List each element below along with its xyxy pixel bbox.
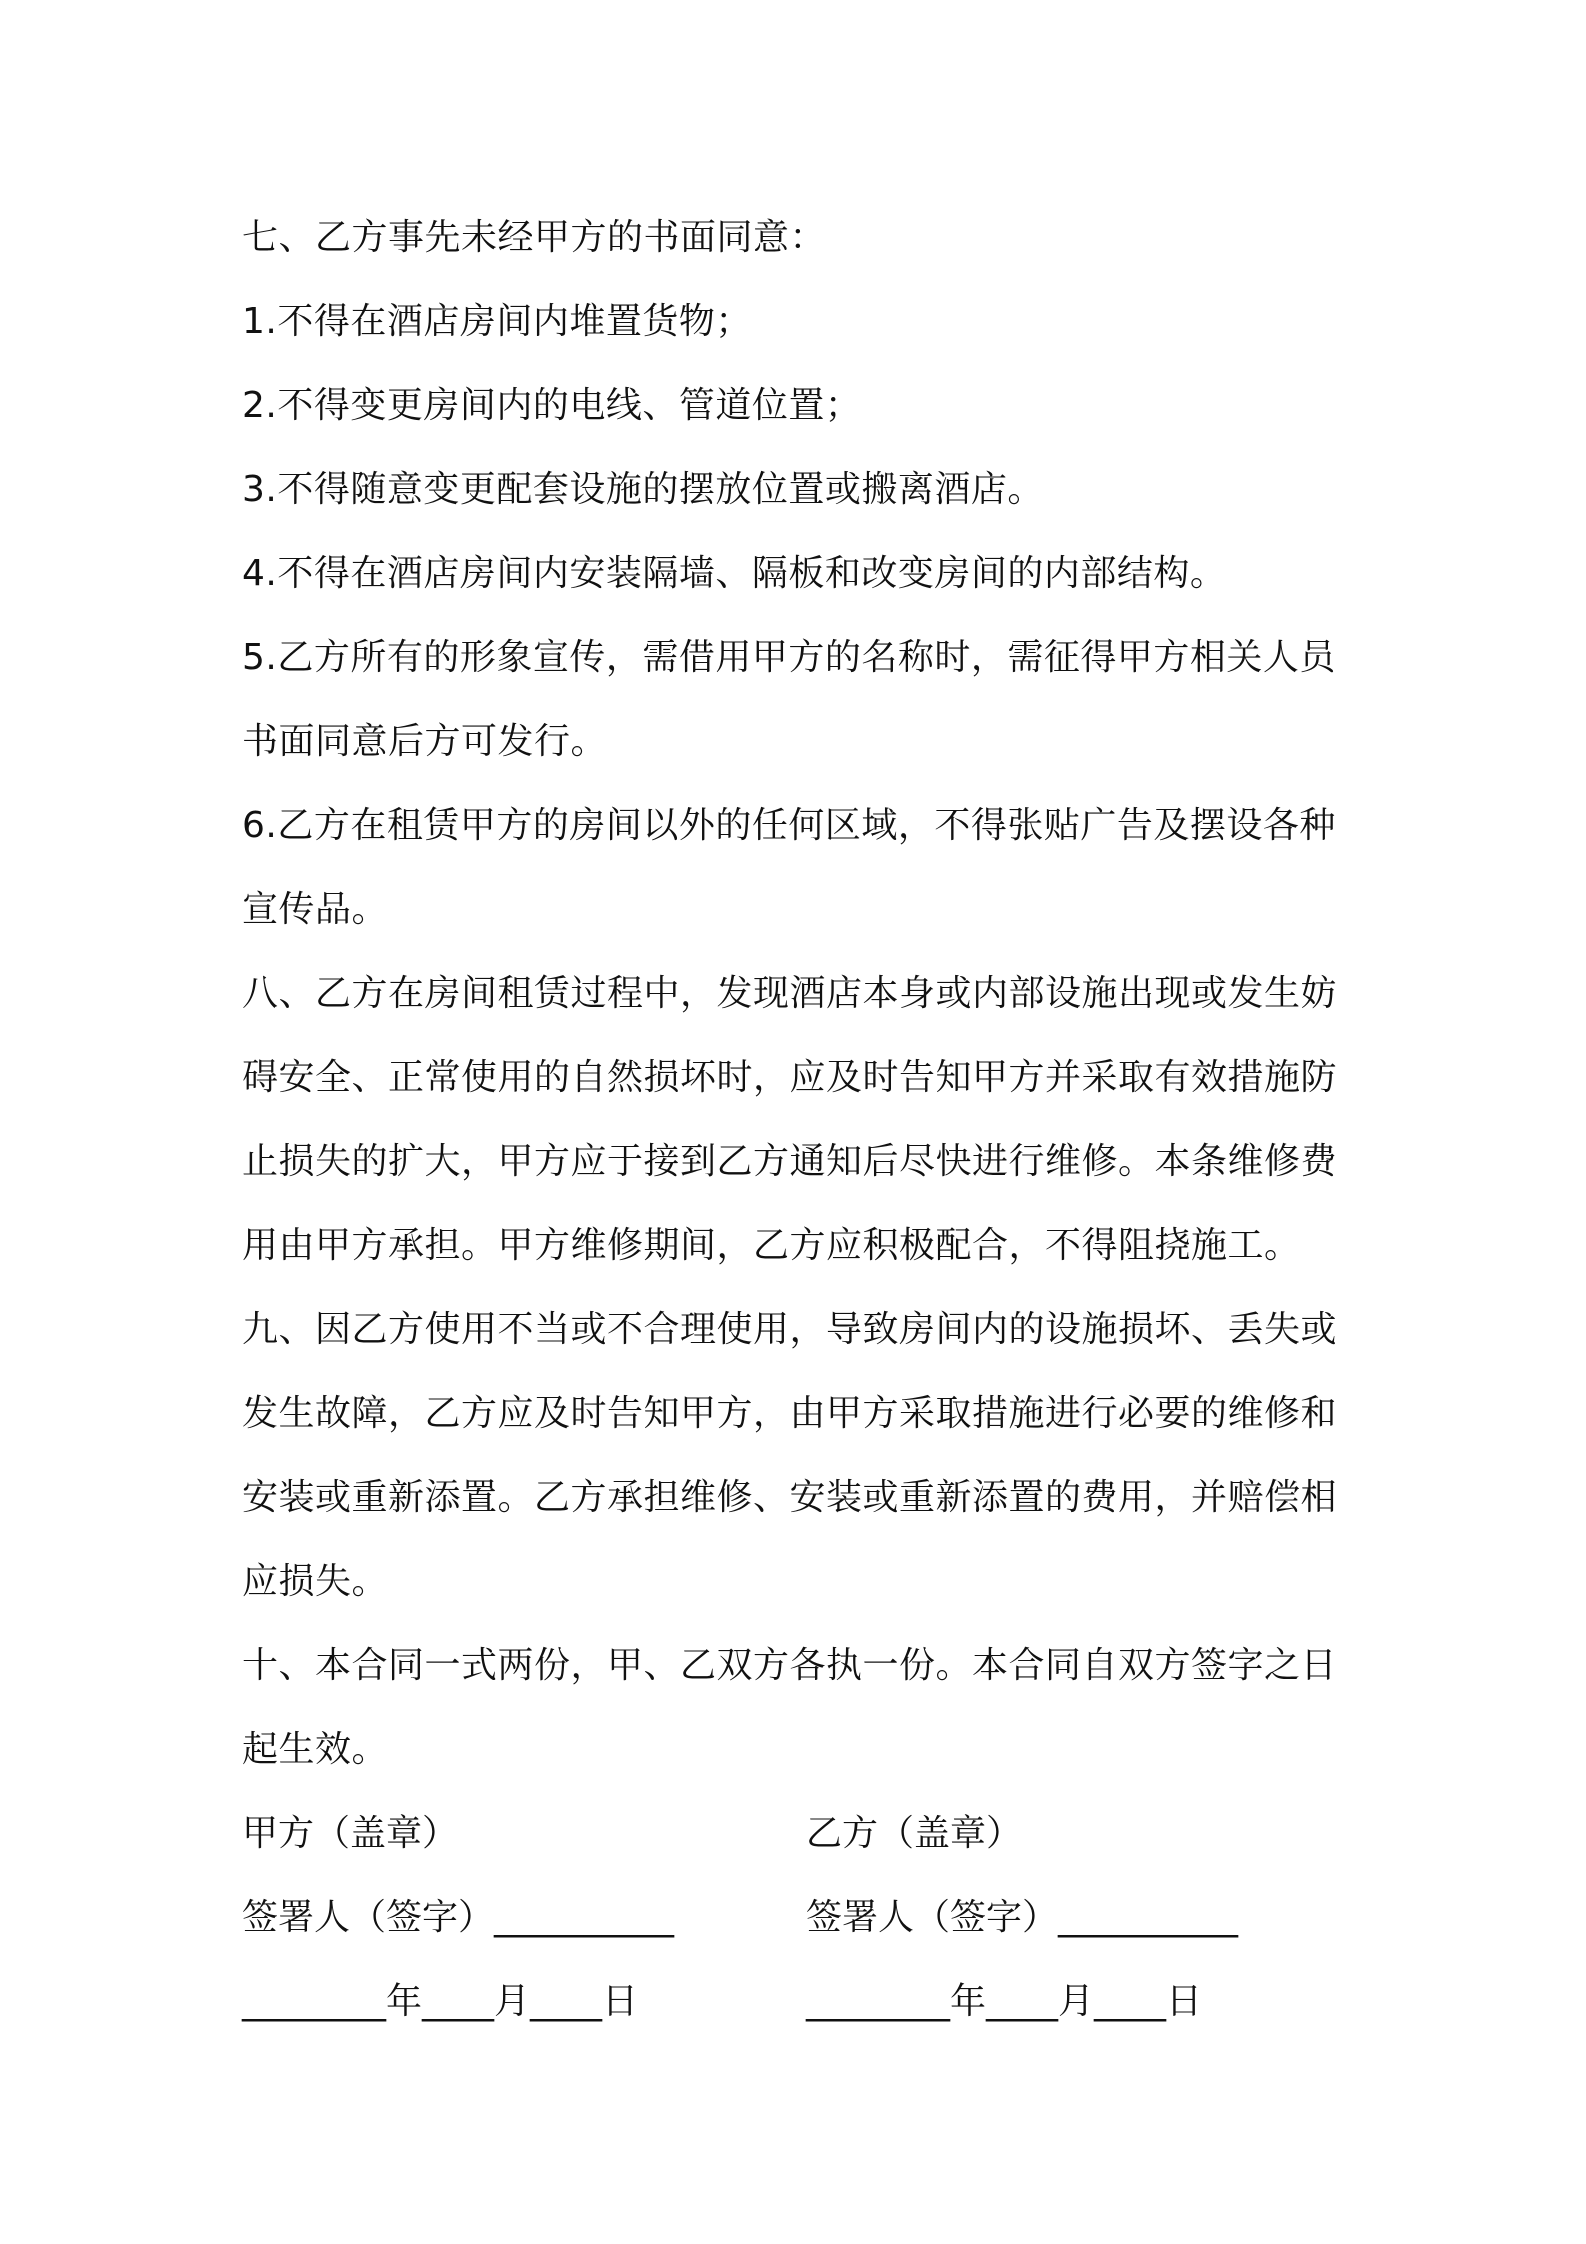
clause-7-item-1: 1.不得在酒店房间内堆置货物； xyxy=(242,301,752,342)
clause-7-item-6-cont: 宣传品。 xyxy=(242,889,389,930)
signature-date-row xyxy=(242,1960,1362,2044)
clause-7-item-5-cont: 书面同意后方可发行。 xyxy=(242,721,608,762)
party-b-seal: 乙方（盖章） xyxy=(806,1813,1023,1854)
clause-10-line-1: 十、本合同一式两份，甲、乙双方各执一份。本合同自双方签字之日 xyxy=(242,1645,1338,1686)
clause-7-item-3: 3.不得随意变更配套设施的摆放位置或搬离酒店。 xyxy=(242,469,1044,510)
party-b-date: ________年____月____日 xyxy=(806,1981,1202,2022)
clause-9-line-4: 应损失。 xyxy=(242,1561,389,1602)
clause-9-line-3: 安装或重新添置。乙方承担维修、安装或重新添置的费用，并赔偿相 xyxy=(242,1477,1338,1518)
clause-9-line-1: 九、因乙方使用不当或不合理使用，导致房间内的设施损坏、丢失或 xyxy=(242,1309,1338,1350)
clause-7-heading: 七、乙方事先未经甲方的书面同意： xyxy=(242,217,827,258)
party-a-date: ________年____月____日 xyxy=(242,1981,638,2022)
clause-8-line-1: 八、乙方在房间租赁过程中，发现酒店本身或内部设施出现或发生妨 xyxy=(242,973,1338,1014)
document-body xyxy=(242,196,1362,2044)
signature-seal-row xyxy=(242,1792,1362,1876)
clause-10-line-2: 起生效。 xyxy=(242,1729,389,1770)
party-a-seal: 甲方（盖章） xyxy=(242,1813,459,1854)
clause-7-item-4: 4.不得在酒店房间内安装隔墙、隔板和改变房间的内部结构。 xyxy=(242,553,1227,594)
party-a-signer: 签署人（签字）__________ xyxy=(242,1897,675,1938)
party-b-signer: 签署人（签字）__________ xyxy=(806,1897,1239,1938)
clause-7-item-6: 6.乙方在租赁甲方的房间以外的任何区域，不得张贴广告及摆设各种 xyxy=(242,805,1336,846)
clause-8-line-3: 止损失的扩大，甲方应于接到乙方通知后尽快进行维修。本条维修费 xyxy=(242,1141,1338,1182)
clause-8-line-4: 用由甲方承担。甲方维修期间，乙方应积极配合，不得阻挠施工。 xyxy=(242,1225,1301,1266)
clause-9-line-2: 发生故障，乙方应及时告知甲方，由甲方采取措施进行必要的维修和 xyxy=(242,1393,1338,1434)
signature-signer-row xyxy=(242,1876,1362,1960)
clause-7-item-5: 5.乙方所有的形象宣传，需借用甲方的名称时，需征得甲方相关人员 xyxy=(242,637,1336,678)
clause-7-item-2: 2.不得变更房间内的电线、管道位置； xyxy=(242,385,862,426)
clause-8-line-2: 碍安全、正常使用的自然损坏时，应及时告知甲方并采取有效措施防 xyxy=(242,1057,1338,1098)
